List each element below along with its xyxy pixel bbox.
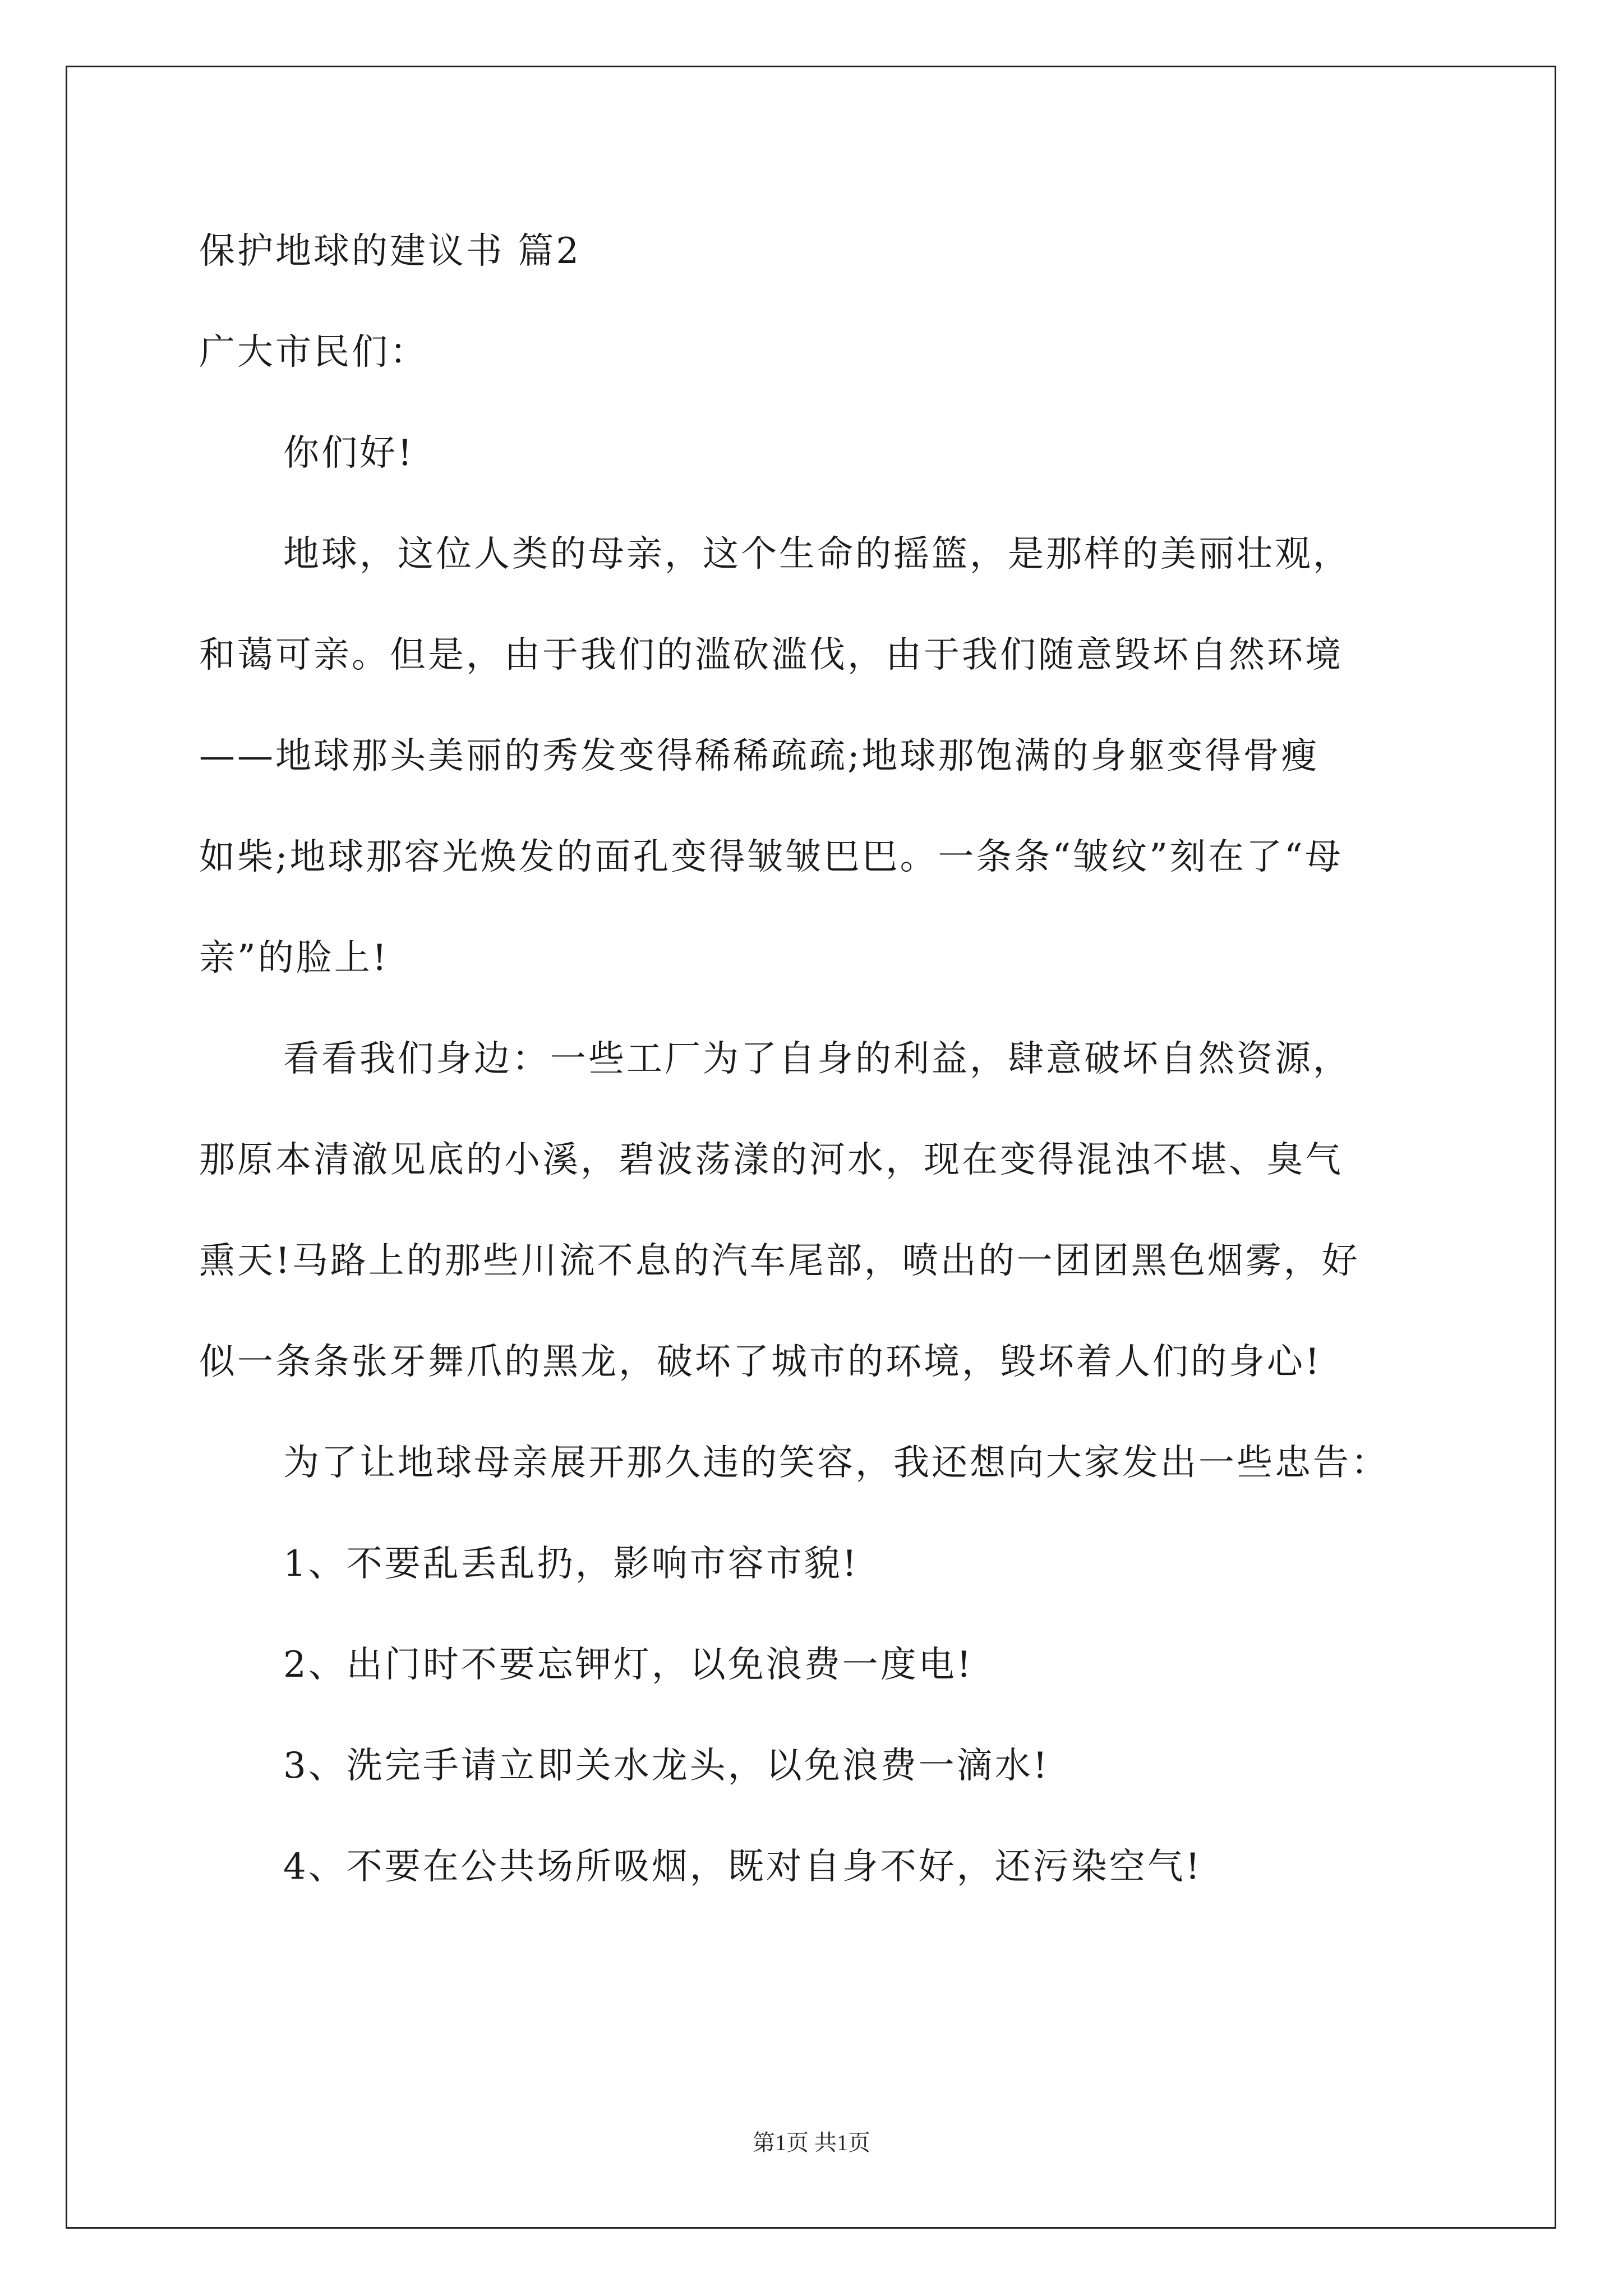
paragraph-line: 和蔼可亲。但是，由于我们的滥砍滥伐，由于我们随意毁坏自然环境 — [199, 634, 1343, 676]
list-item: 4、不要在公共场所吸烟，既对自身不好，还污染空气! — [283, 1846, 1202, 1888]
paragraph-line: ——地球那头美丽的秀发变得稀稀疏疏;地球那饱满的身躯变得骨瘦 — [199, 735, 1320, 777]
paragraph-line: 地球，这位人类的母亲，这个生命的摇篮，是那样的美丽壮观， — [283, 533, 1351, 575]
document-title: 保护地球的建议书 篇2 — [199, 231, 582, 272]
greeting: 你们好! — [283, 432, 414, 474]
list-item: 1、不要乱丢乱扔，影响市容市貌! — [283, 1543, 859, 1585]
paragraph-line: 熏天!马路上的那些川流不息的汽车尾部，喷出的一团团黑色烟雾，好 — [199, 1240, 1360, 1282]
paragraph-line: 亲”的脸上! — [199, 937, 389, 979]
paragraph-line: 如柴;地球那容光焕发的面孔变得皱皱巴巴。一条条“皱纹”刻在了“母 — [199, 836, 1343, 878]
salutation: 广大市民们： — [199, 332, 428, 373]
list-item: 3、洗完手请立即关水龙头，以免浪费一滴水! — [283, 1745, 1050, 1787]
paragraph-line: 似一条条张牙舞爪的黑龙，破坏了城市的环境，毁坏着人们的身心! — [199, 1341, 1322, 1383]
page-footer: 第1页 共1页 — [753, 2130, 870, 2155]
list-item: 2、出门时不要忘钾灯，以免浪费一度电! — [283, 1644, 974, 1686]
paragraph-line: 那原本清澈见底的小溪，碧波荡漾的河水，现在变得混浊不堪、臭气 — [199, 1139, 1343, 1181]
paragraph-line: 看看我们身边：一些工厂为了自身的利益，肆意破坏自然资源， — [283, 1038, 1351, 1080]
paragraph-line: 为了让地球母亲展开那久违的笑容，我还想向大家发出一些忠告： — [283, 1442, 1389, 1484]
